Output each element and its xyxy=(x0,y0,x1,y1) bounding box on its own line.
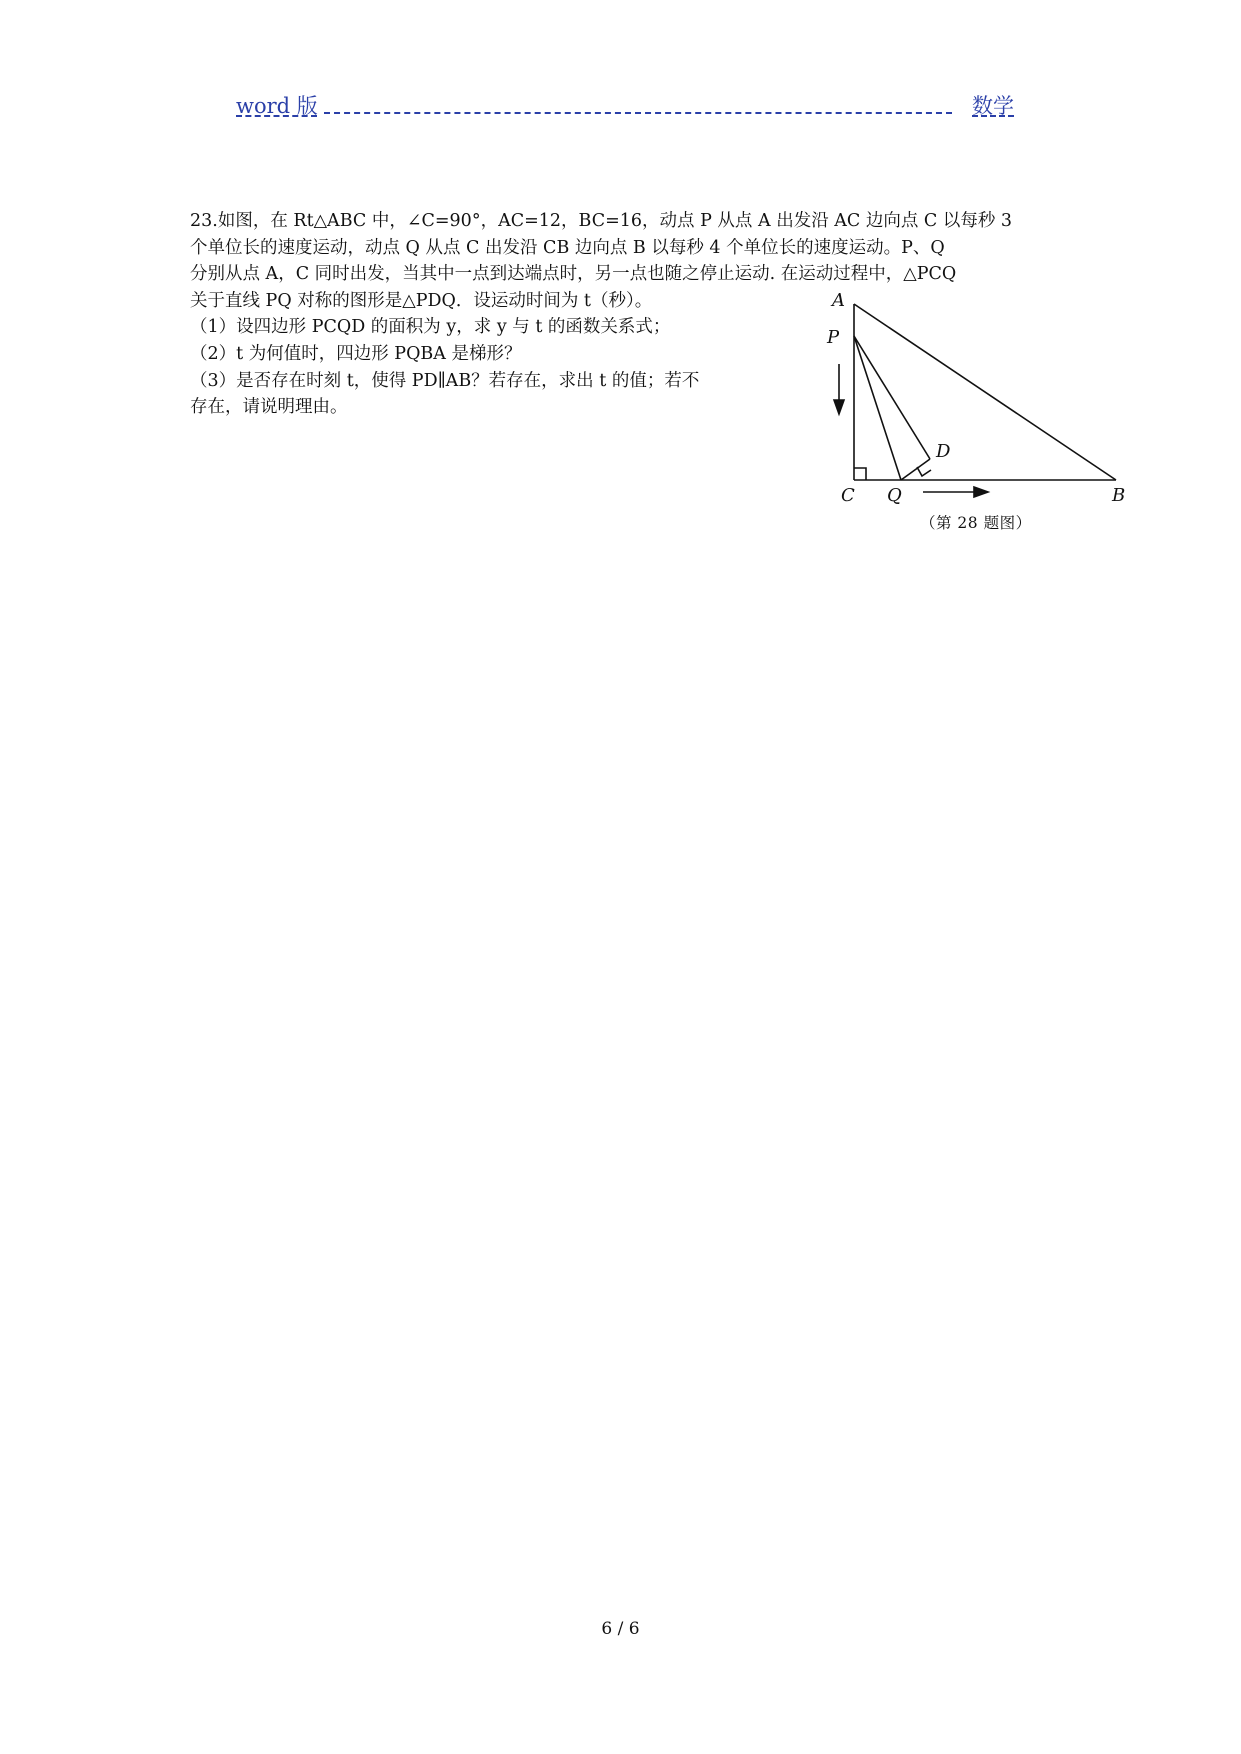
page-number: 6 / 6 xyxy=(601,1619,640,1639)
question-3-line-2: 存在，请说明理由。 xyxy=(190,397,348,418)
arrow-P-head xyxy=(834,400,844,414)
header-left-label: word 版 xyxy=(236,94,318,118)
label-C: C xyxy=(841,485,855,506)
header-subject-label: 数学 xyxy=(972,94,1014,118)
problem-questions xyxy=(190,314,800,420)
segment-QD xyxy=(901,459,930,480)
problem-intro-line-3: 分别从点 A，C 同时出发，当其中一点到达端点时，另一点也随之停止运动. 在运动过程中，△PCQ xyxy=(190,264,957,285)
figure-caption: （第 28 题图） xyxy=(920,514,1032,532)
problem-intro-line-4: 关于直线 PQ 对称的图形是△PDQ．设运动时间为 t（秒）。 xyxy=(190,290,653,311)
right-angle-mark-C xyxy=(854,468,866,480)
segment-PD xyxy=(854,336,930,459)
segment-AB xyxy=(854,304,1116,480)
question-2: （2）t 为何值时，四边形 PQBA 是梯形？ xyxy=(190,343,522,364)
triangle-figure xyxy=(820,292,1180,542)
problem-intro-line-1: 23.如图，在 Rt△ABC 中，∠C=90°，AC=12，BC=16，动点 P 从点 A 出发沿 AC 边向点 C 以每秒 3 xyxy=(190,211,1013,231)
label-B: B xyxy=(1112,485,1126,506)
right-angle-mark-D xyxy=(917,467,931,476)
label-P: P xyxy=(827,327,840,348)
page-header xyxy=(236,88,1014,122)
question-1: （1）设四边形 PCQD 的面积为 y，求 y 与 t 的函数关系式； xyxy=(190,317,671,338)
label-A: A xyxy=(832,292,845,311)
segment-PQ xyxy=(854,336,901,480)
question-3-line-1: （3）是否存在时刻 t，使得 PD∥AB？若存在，求出 t 的值；若不 xyxy=(190,370,700,391)
problem-intro-line-2: 个单位长的速度运动，动点 Q 从点 C 出发沿 CB 边向点 B 以每秒 4 个单位长的速度运动。P、Q xyxy=(190,237,945,258)
header-dashed-line xyxy=(324,112,952,114)
arrow-Q-head xyxy=(974,487,988,497)
label-D: D xyxy=(936,441,951,462)
label-Q: Q xyxy=(887,485,902,506)
